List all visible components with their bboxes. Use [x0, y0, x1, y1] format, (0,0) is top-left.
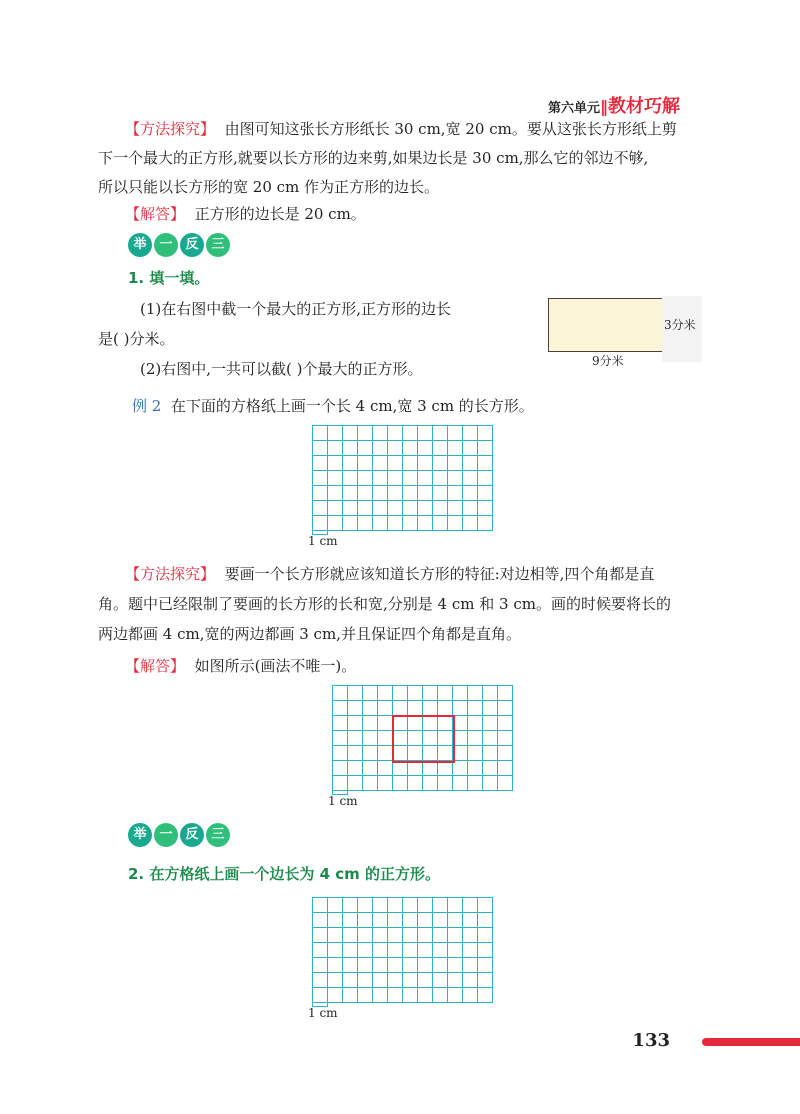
badge-char: 三: [206, 823, 230, 847]
rectangle-figure: [548, 298, 664, 352]
unit-label: 1 cm: [308, 1006, 338, 1020]
example-tag: 例 2: [132, 397, 162, 415]
method-line: 角。题中已经限制了要画的长方形的长和宽,分别是 4 cm 和 3 cm。画的时候要将长的: [98, 595, 671, 613]
method-tag: 【方法探究】: [125, 120, 216, 138]
badge-char: 反: [180, 233, 204, 257]
grid-paper: [312, 425, 493, 531]
method-text: 要画一个长方形就应该知道长方形的特征:对边相等,四个角都是直: [224, 565, 655, 583]
header-separator: ‖: [600, 97, 609, 116]
example-2: [132, 395, 534, 417]
unit-label: 1 cm: [308, 534, 338, 548]
page-header: [548, 92, 680, 118]
answer-text: 如图所示(画法不唯一)。: [194, 657, 357, 675]
page-number: 133: [632, 1030, 670, 1051]
method-line: 下一个最大的正方形,就要以长方形的边来剪,如果边长是 30 cm,那么它的邻边不够,: [98, 149, 649, 167]
answer-paragraph-2: [125, 655, 356, 677]
figure-height-label: 3分米: [664, 318, 696, 332]
practice-badge: [128, 233, 230, 257]
grid-paper-practice: [312, 897, 493, 1003]
example-text: 在下面的方格纸上画一个长 4 cm,宽 3 cm 的长方形。: [170, 397, 534, 415]
answer-text: 正方形的边长是 20 cm。: [194, 205, 366, 223]
question-2-title: 2. 在方格纸上画一个边长为 4 cm 的正方形。: [128, 865, 440, 883]
footer-bar: [702, 1038, 800, 1046]
answer-tag: 【解答】: [125, 205, 186, 223]
question-1-title: 1. 填一填。: [128, 269, 210, 287]
badge-char: 反: [180, 823, 204, 847]
method-text: 由图可知这张长方形纸长 30 cm,宽 20 cm。要从这张长方形纸上剪: [224, 120, 677, 138]
badge-char: 举: [128, 823, 152, 847]
method-line: 两边都画 4 cm,宽的两边都画 3 cm,并且保证四个角都是直角。: [98, 625, 521, 643]
header-section: 教材巧解: [608, 96, 681, 117]
question-1-part-1-cont: 是( )分米。: [98, 330, 175, 348]
question-1-part-1: (1)在右图中截一个最大的正方形,正方形的边长: [140, 300, 452, 318]
question-1-part-2: (2)右图中,一共可以截( )个最大的正方形。: [140, 360, 423, 378]
answer-paragraph-1: [125, 203, 366, 225]
answer-rectangle: [392, 715, 455, 763]
practice-badge: [128, 823, 230, 847]
method-paragraph-1: [125, 118, 677, 140]
method-paragraph-2: [125, 563, 654, 585]
unit-label: 1 cm: [328, 794, 358, 808]
header-unit: 第六单元: [548, 101, 601, 116]
figure-width-label: 9分米: [592, 354, 624, 368]
badge-char: 一: [154, 233, 178, 257]
badge-char: 举: [128, 233, 152, 257]
badge-char: 一: [154, 823, 178, 847]
method-tag: 【方法探究】: [125, 565, 216, 583]
answer-tag: 【解答】: [125, 657, 186, 675]
badge-char: 三: [206, 233, 230, 257]
method-line: 所以只能以长方形的宽 20 cm 作为正方形的边长。: [98, 178, 440, 196]
